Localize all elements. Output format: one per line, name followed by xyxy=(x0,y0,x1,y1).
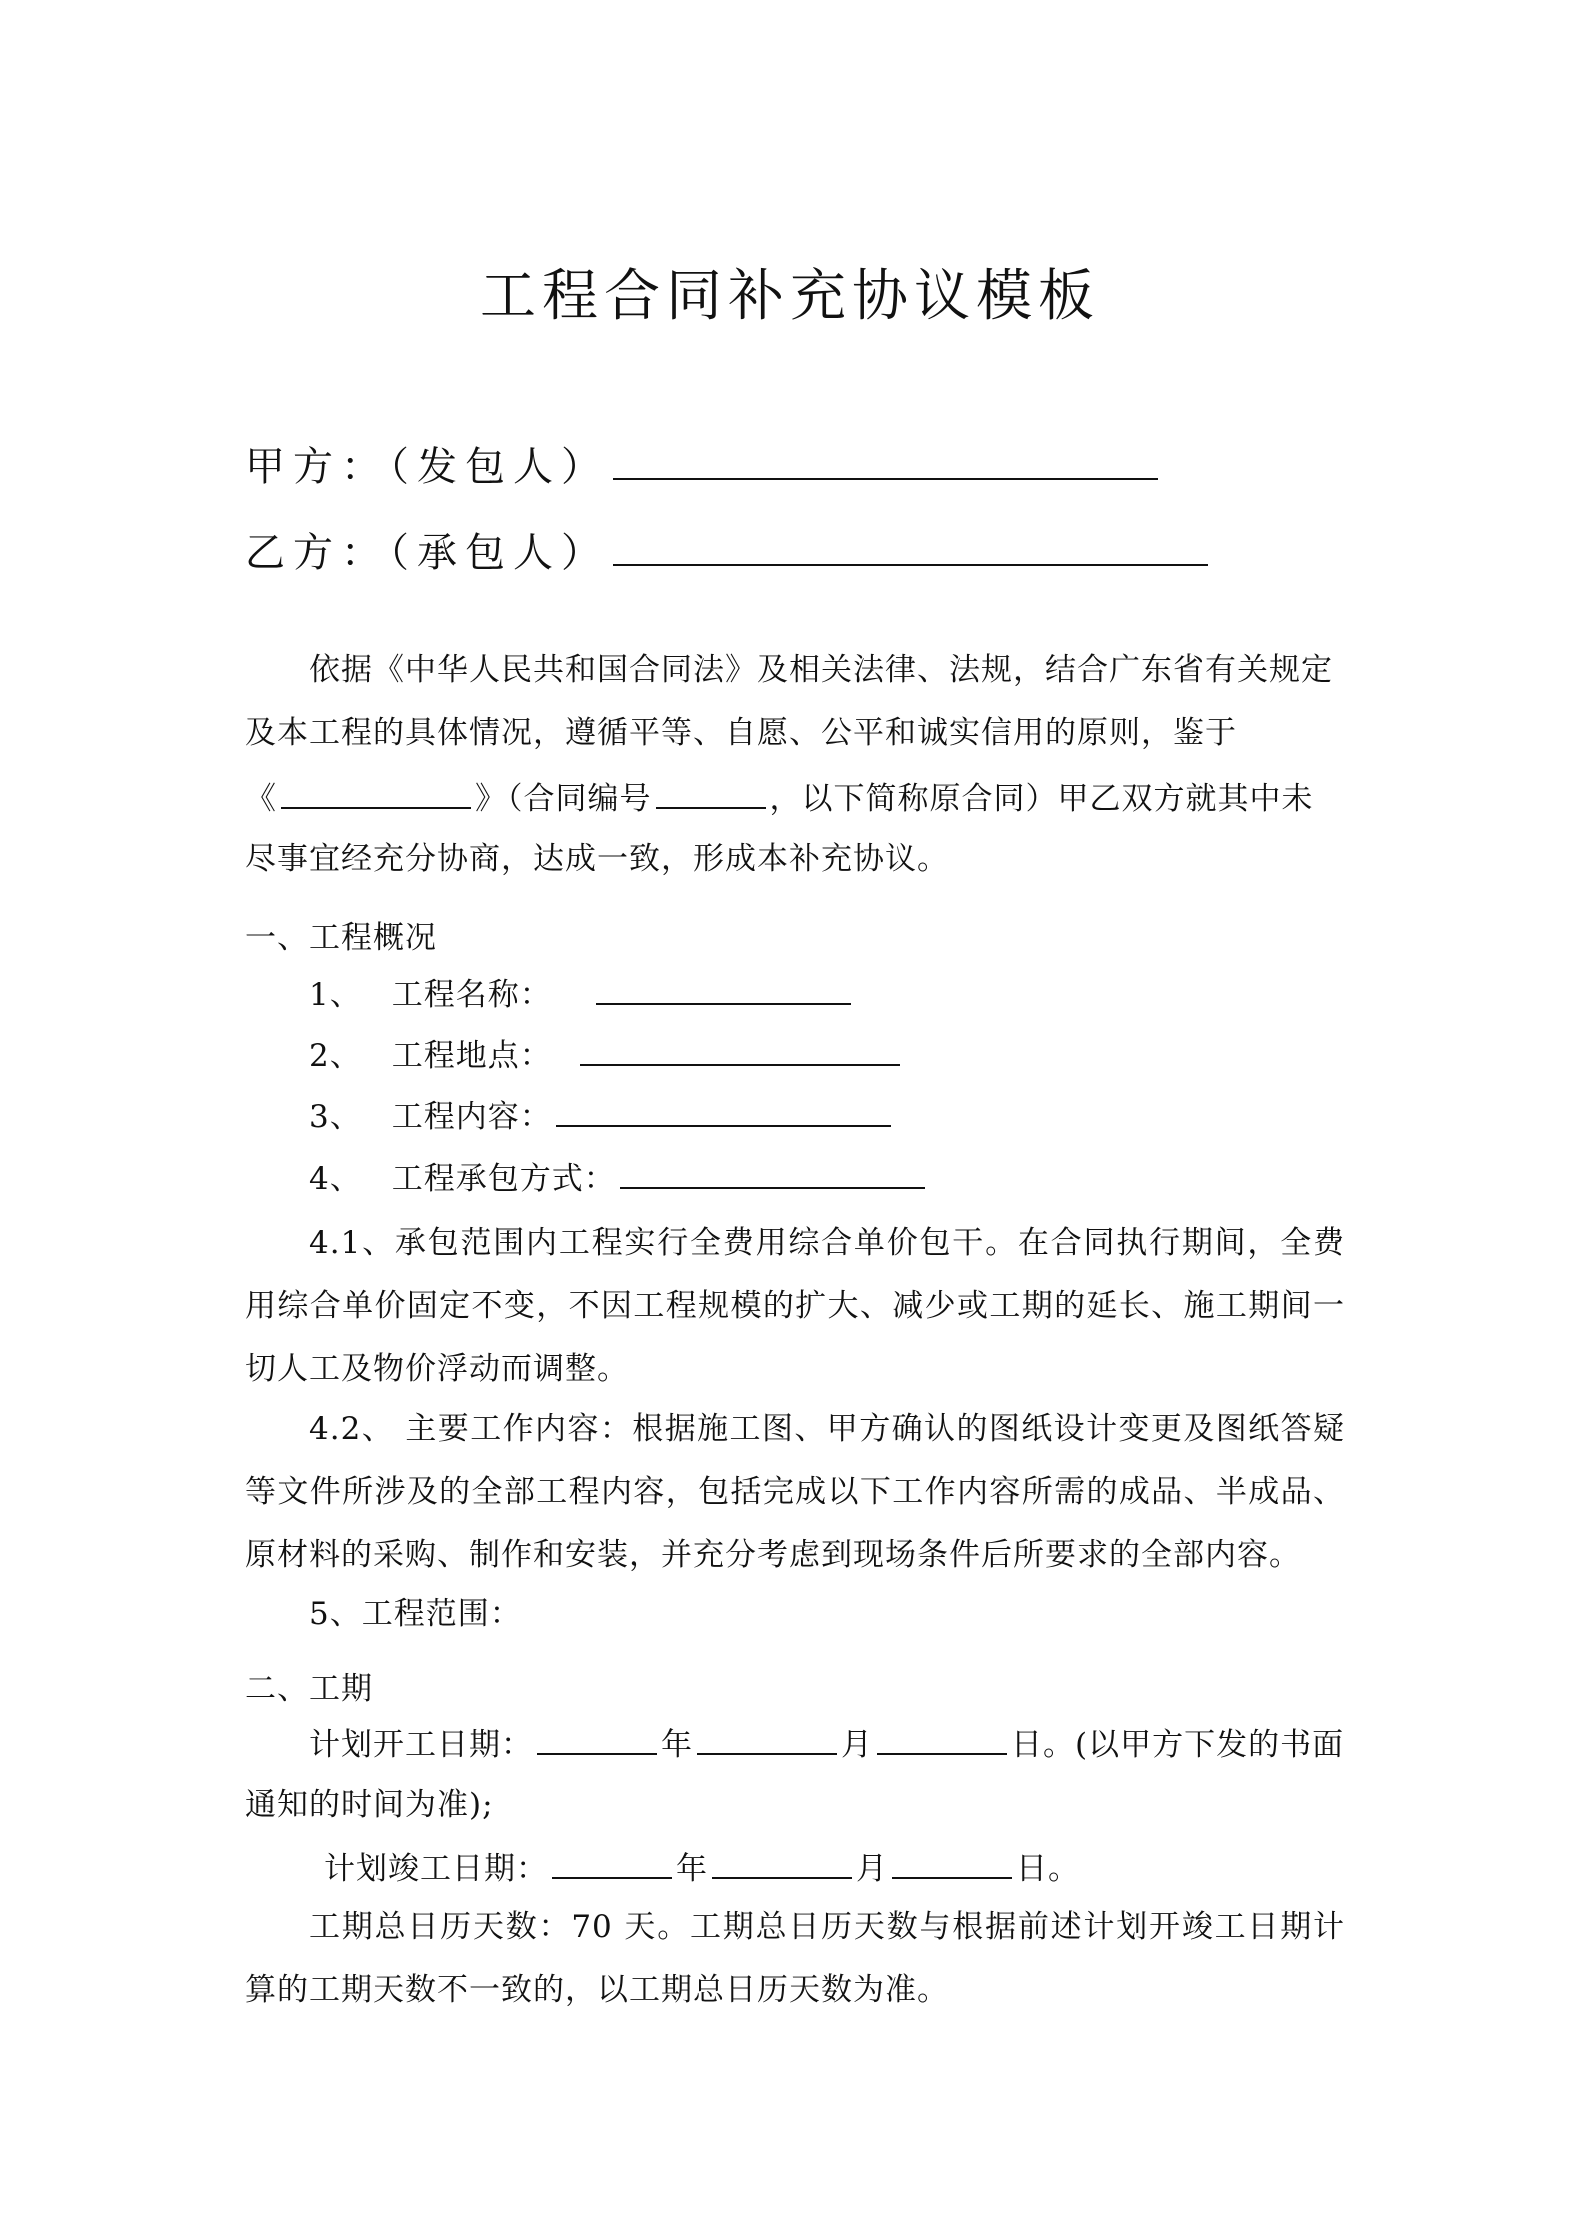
contract-method-line xyxy=(309,1156,929,1199)
intro-line-3-tail: ，以下简称原合同）甲乙双方就其中未 xyxy=(769,781,1314,817)
intro-line-1: 依据《中华人民共和国合同法》及相关法律、法规，结合广东省有关规定 xyxy=(309,652,1333,688)
start-date-note: 通知的时间为准); xyxy=(245,1787,494,1823)
party-a-blank[interactable] xyxy=(613,438,1158,480)
scope-item: 5、工程范围： xyxy=(309,1596,522,1632)
intro-line-2: 及本工程的具体情况，遵循平等、自愿、公平和诚实信用的原则，鉴于 xyxy=(245,715,1237,751)
project-name-label: 工程名称： xyxy=(391,977,552,1013)
project-name-blank[interactable] xyxy=(596,972,851,1005)
project-location-blank[interactable] xyxy=(580,1033,900,1066)
document-title: 工程合同补充协议模板 xyxy=(480,264,1100,329)
start-year-blank[interactable] xyxy=(537,1722,657,1755)
year-label: 年 xyxy=(676,1851,708,1887)
start-date-label: 计划开工日期： xyxy=(309,1727,533,1763)
intro-line-3 xyxy=(245,776,1314,819)
contract-method-label: 工程承包方式： xyxy=(391,1161,616,1197)
clause-4-1: 4.1、承包范围内工程实行全费用综合单价包干。在合同执行期间，全费用综合单价固定不变，不因工程规模的扩大、减少或工期的延长、施工期间一切人工及物价浮动而调整。 xyxy=(245,1225,1345,1387)
end-date-line xyxy=(324,1846,1080,1889)
item-num: 4、 xyxy=(309,1161,362,1197)
party-b-line xyxy=(245,524,1212,581)
year-label: 年 xyxy=(661,1727,693,1763)
item-num: 2、 xyxy=(309,1038,362,1074)
month-label: 月 xyxy=(841,1727,873,1763)
start-date-line xyxy=(309,1722,1344,1765)
intro-bracket-open: 《 xyxy=(245,781,277,817)
project-content-label: 工程内容： xyxy=(391,1099,552,1135)
section1-heading: 一、工程概况 xyxy=(245,920,437,956)
section2-heading: 二、工期 xyxy=(245,1671,373,1707)
party-a-label: 甲方：（发包人） xyxy=(245,444,609,490)
item-num: 1、 xyxy=(309,977,362,1013)
clause-4-2: 4.2、 主要工作内容：根据施工图、甲方确认的图纸设计变更及图纸答疑等文件所涉及的全部工程内容，包括完成以下工作内容所需的成品、半成品、原材料的采购、制作和安装，并充分考虑到现场条件后所要求的全部内容。 xyxy=(245,1411,1345,1573)
end-month-blank[interactable] xyxy=(712,1846,852,1879)
party-a-line xyxy=(245,438,1162,495)
end-year-blank[interactable] xyxy=(552,1846,672,1879)
party-b-blank[interactable] xyxy=(613,524,1208,566)
project-location-line xyxy=(309,1033,904,1076)
end-date-label: 计划竣工日期： xyxy=(324,1851,548,1887)
project-name-line xyxy=(309,972,855,1015)
contract-method-blank[interactable] xyxy=(620,1156,925,1189)
project-location-label: 工程地点： xyxy=(391,1038,552,1074)
project-content-blank[interactable] xyxy=(556,1094,891,1127)
start-day-blank[interactable] xyxy=(877,1722,1007,1755)
end-day-tail: 日。 xyxy=(1016,1851,1080,1887)
end-day-blank[interactable] xyxy=(892,1846,1012,1879)
original-contract-name-blank[interactable] xyxy=(281,776,471,809)
contract-number-blank[interactable] xyxy=(656,776,766,809)
intro-line-4: 尽事宜经充分协商，达成一致，形成本补充协议。 xyxy=(245,841,949,877)
intro-contract-no-label: 》（合同编号 xyxy=(475,781,652,817)
start-month-blank[interactable] xyxy=(697,1722,837,1755)
start-day-tail: 日。(以甲方下发的书面 xyxy=(1011,1727,1345,1763)
duration-clause: 工期总日历天数：70 天。工期总日历天数与根据前述计划开竣工日期计算的工期天数不一致的，以工期总日历天数为准。 xyxy=(245,1909,1345,2008)
month-label: 月 xyxy=(856,1851,888,1887)
party-b-label: 乙方：（承包人） xyxy=(245,530,609,576)
item-num: 3、 xyxy=(309,1099,362,1135)
project-content-line xyxy=(309,1094,895,1137)
